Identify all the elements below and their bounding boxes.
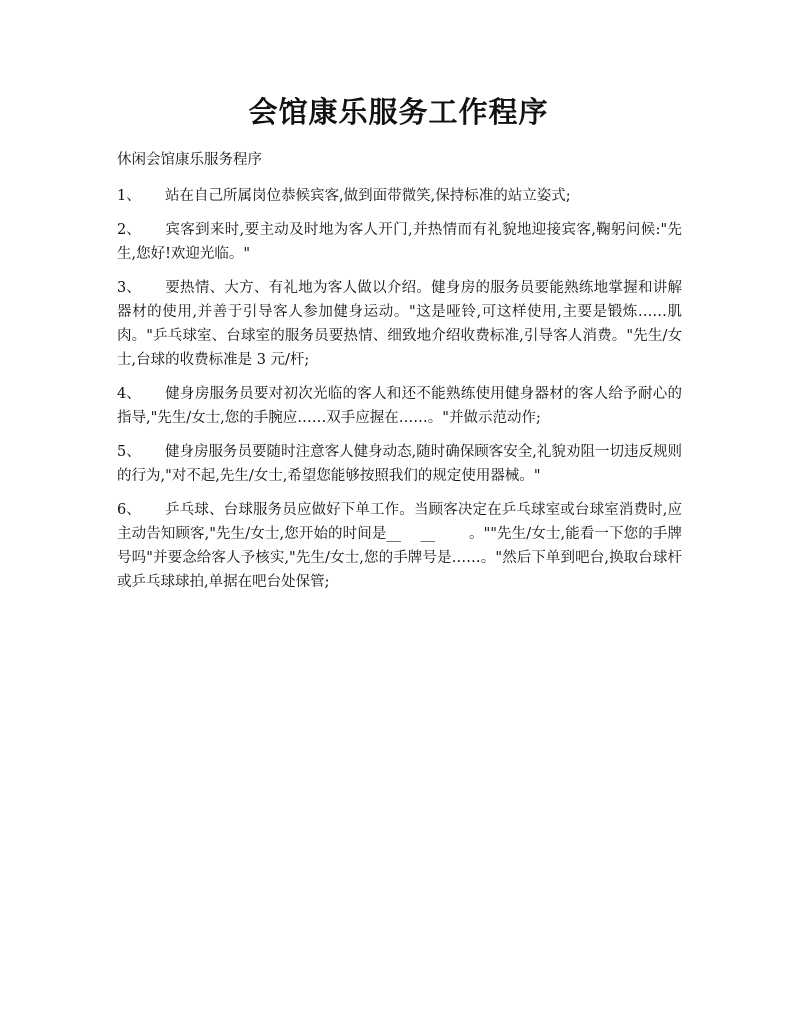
paragraph-5 — [117, 440, 682, 488]
page-title: 会馆康乐服务工作程序 — [248, 95, 549, 129]
paragraph-2 — [117, 218, 682, 266]
paragraph-number: 5、 — [117, 444, 141, 460]
paragraph-text: 站在自己所属岗位恭候宾客,做到面带微笑,保持标准的站立姿式; — [165, 188, 571, 204]
paragraph-number: 6、 — [117, 502, 141, 518]
paragraph-text: 要热情、大方、有礼地为客人做以介绍。健身房的服务员要能熟练地掌握和讲解器材的使用,并善于引导客人参加健身运动。"这是哑铃,可这样使用,主要是锻炼……肌肉。"乒乓球室、台球室的服务员要热情、细致地介绍收费标准,引导客人消费。"先生/女士,台球的收费标准是 3 元/杆; — [117, 280, 682, 368]
paragraph-number: 4、 — [117, 386, 141, 402]
paragraph-1 — [117, 184, 682, 208]
paragraph-number: 3、 — [117, 280, 141, 296]
paragraph-text: 健身房服务员要对初次光临的客人和还不能熟练使用健身器材的客人给予耐心的指导,"先生/女士,您的手腕应……双手应握在……。"并做示范动作; — [117, 386, 682, 426]
paragraph-text: 健身房服务员要随时注意客人健身动态,随时确保顾客安全,礼貌劝阻一切违反规则的行为,"对不起,先生/女士,希望您能够按照我们的规定使用器械。" — [117, 444, 682, 484]
paragraph-text: 宾客到来时,要主动及时地为客人开门,并热情而有礼貌地迎接宾客,鞠躬问候:"先生,您好!欢迎光临。" — [117, 222, 682, 262]
document-page — [117, 0, 682, 594]
paragraph-6 — [117, 498, 682, 594]
paragraph-text: 乒乓球、台球服务员应做好下单工作。当顾客决定在乒乓球室或台球室消费时,应主动告知顾客,"先生/女士,您开始的时间是__ __ 。""先生/女士,能看一下您的手牌号吗"并要念给客人予核实,"先生/女士,您的手牌号是……。"然后下单到吧台,换取台球杆或乒乓球球拍,单据在吧台处保管; — [117, 502, 682, 590]
paragraph-4 — [117, 382, 682, 430]
paragraph-3 — [117, 276, 682, 372]
paragraph-number: 2、 — [117, 222, 141, 238]
paragraph-number: 1、 — [117, 188, 141, 204]
document-subtitle: 休闲会馆康乐服务程序 — [117, 152, 262, 168]
